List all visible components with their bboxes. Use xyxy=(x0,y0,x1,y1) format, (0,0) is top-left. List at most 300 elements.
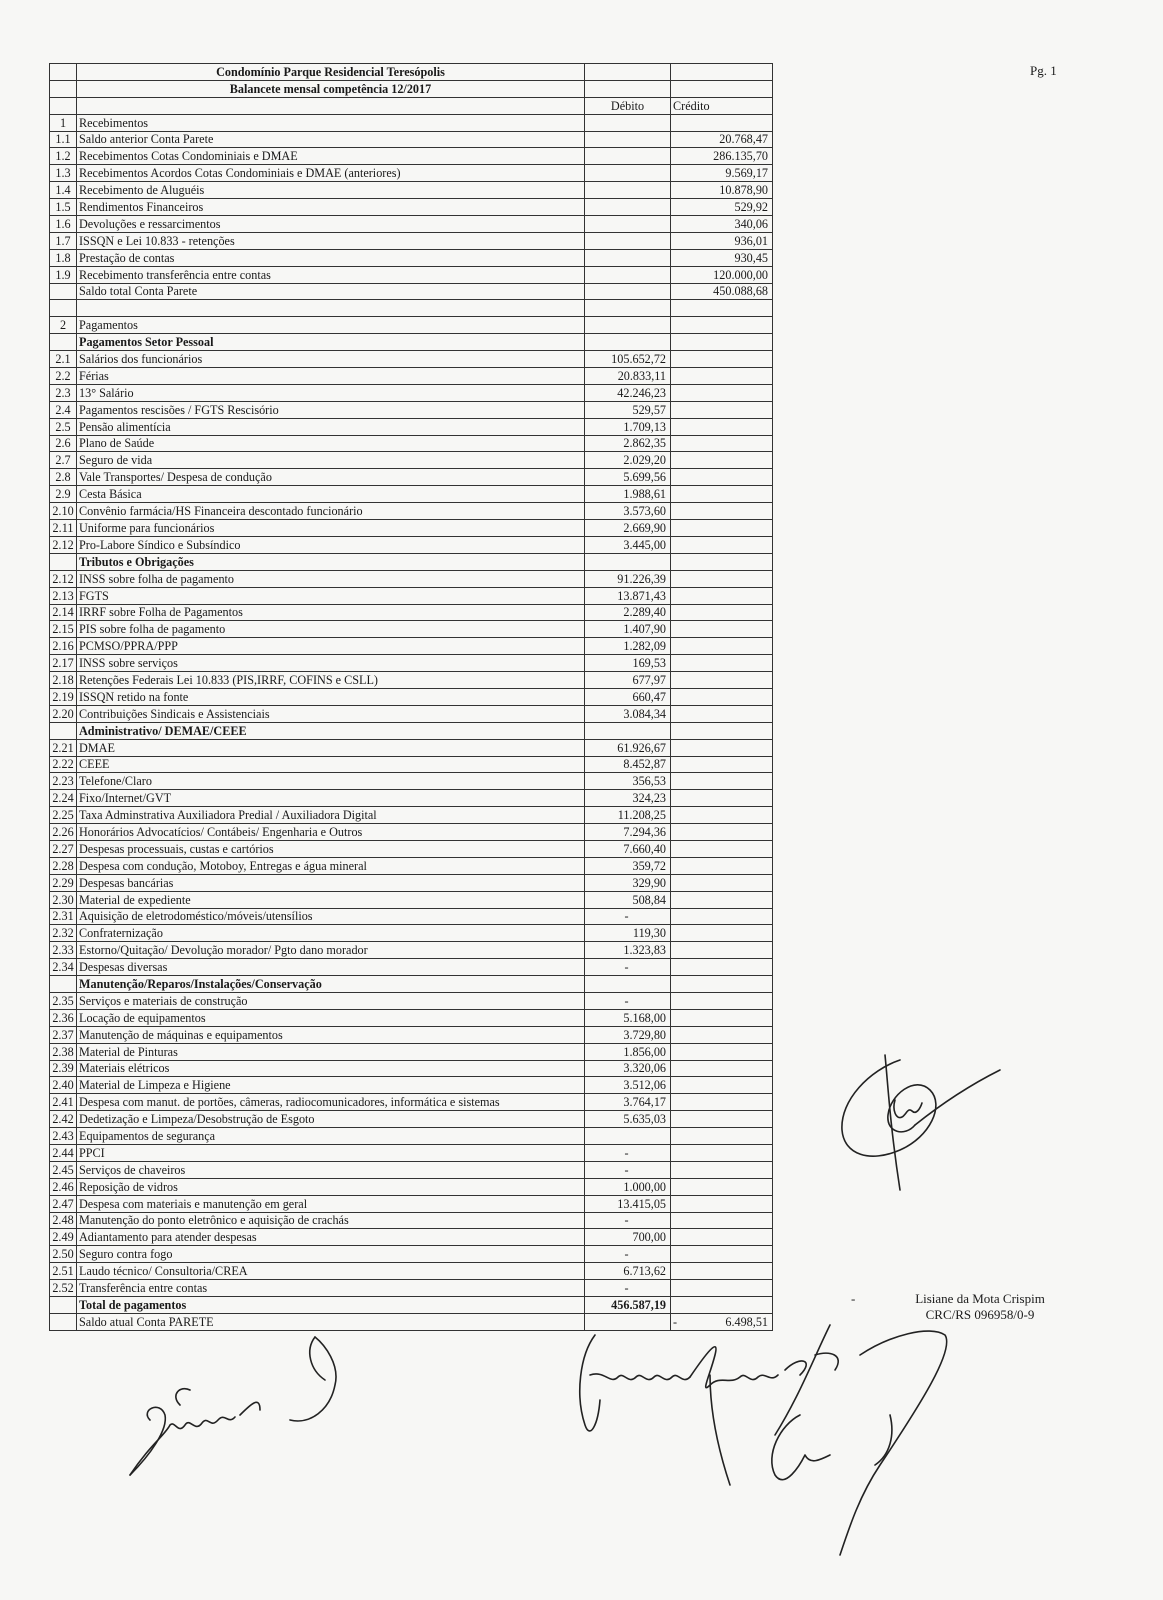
row-number: 1.1 xyxy=(50,131,77,148)
row-number: 2.11 xyxy=(50,520,77,537)
row-description: Serviços de chaveiros xyxy=(77,1161,585,1178)
table-row xyxy=(50,520,773,537)
row-number: 1.3 xyxy=(50,165,77,182)
row-credit xyxy=(671,1161,773,1178)
row-description: Pensão alimentícia xyxy=(77,418,585,435)
row-description: Plano de Saúde xyxy=(77,435,585,452)
table-row xyxy=(50,756,773,773)
row-number xyxy=(50,334,77,351)
row-debit: 5.699,56 xyxy=(585,469,671,486)
row-number: 2.8 xyxy=(50,469,77,486)
table-row xyxy=(50,232,773,249)
table-row xyxy=(50,790,773,807)
row-number: 2.7 xyxy=(50,452,77,469)
row-description: Despesa com manut. de portões, câmeras, radiocomunicadores, informática e sistemas xyxy=(77,1094,585,1111)
table-row xyxy=(50,773,773,790)
row-debit: 456.587,19 xyxy=(585,1297,671,1314)
row-credit xyxy=(671,1077,773,1094)
row-debit: 119,30 xyxy=(585,925,671,942)
row-credit: 20.768,47 xyxy=(671,131,773,148)
row-credit xyxy=(671,553,773,570)
table-row xyxy=(50,368,773,385)
row-debit: 61.926,67 xyxy=(585,739,671,756)
row-description: Saldo atual Conta PARETE xyxy=(77,1313,585,1330)
row-description: INSS sobre serviços xyxy=(77,655,585,672)
row-number: 1.2 xyxy=(50,148,77,165)
row-debit: 1.000,00 xyxy=(585,1178,671,1195)
row-credit xyxy=(671,351,773,368)
row-number: 2.29 xyxy=(50,874,77,891)
row-description: Honorários Advocatícios/ Contábeis/ Engenharia e Outros xyxy=(77,824,585,841)
table-row xyxy=(50,925,773,942)
row-number: 2.5 xyxy=(50,418,77,435)
table-row xyxy=(50,621,773,638)
row-number: 2.32 xyxy=(50,925,77,942)
table-row xyxy=(50,874,773,891)
table-row xyxy=(50,942,773,959)
row-number: 2.38 xyxy=(50,1043,77,1060)
row-credit xyxy=(671,1043,773,1060)
row-debit: 1.709,13 xyxy=(585,418,671,435)
row-description: Devoluções e ressarcimentos xyxy=(77,216,585,233)
row-debit: 6.713,62 xyxy=(585,1263,671,1280)
row-credit: 9.569,17 xyxy=(671,165,773,182)
credit-sign: - xyxy=(673,1314,678,1329)
row-number: 2.31 xyxy=(50,908,77,925)
row-number: 2.1 xyxy=(50,351,77,368)
row-credit xyxy=(671,1195,773,1212)
balance-sheet-table xyxy=(49,63,773,1331)
row-description: Pro-Labore Síndico e Subsíndico xyxy=(77,536,585,553)
row-number: 2.37 xyxy=(50,1026,77,1043)
row-description: Contribuições Sindicais e Assistenciais xyxy=(77,705,585,722)
table-row xyxy=(50,688,773,705)
row-debit xyxy=(585,182,671,199)
table-row xyxy=(50,655,773,672)
table-row xyxy=(50,739,773,756)
row-description: Transferência entre contas xyxy=(77,1280,585,1297)
table-row xyxy=(50,992,773,1009)
row-credit xyxy=(671,874,773,891)
row-credit xyxy=(671,756,773,773)
row-number: 2.47 xyxy=(50,1195,77,1212)
row-debit: 169,53 xyxy=(585,655,671,672)
row-debit: 2.669,90 xyxy=(585,520,671,537)
row-credit: 936,01 xyxy=(671,232,773,249)
row-debit: - xyxy=(585,1246,671,1263)
row-number: 1.6 xyxy=(50,216,77,233)
row-credit xyxy=(671,1229,773,1246)
row-number: 2.49 xyxy=(50,1229,77,1246)
row-description: Manutenção do ponto eletrônico e aquisição de crachás xyxy=(77,1212,585,1229)
row-credit: 120.000,00 xyxy=(671,266,773,283)
row-debit: 11.208,25 xyxy=(585,807,671,824)
row-description: Serviços e materiais de construção xyxy=(77,992,585,1009)
table-row xyxy=(50,908,773,925)
document-title: Condomínio Parque Residencial Teresópolis xyxy=(77,64,585,81)
row-credit xyxy=(671,1145,773,1162)
row-number: 2.36 xyxy=(50,1009,77,1026)
row-credit: 286.135,70 xyxy=(671,148,773,165)
row-credit xyxy=(671,672,773,689)
row-credit xyxy=(671,722,773,739)
row-description: Recebimento de Aluguéis xyxy=(77,182,585,199)
table-row xyxy=(50,131,773,148)
row-number: 2.15 xyxy=(50,621,77,638)
table-row xyxy=(50,1111,773,1128)
row-credit xyxy=(671,435,773,452)
row-credit xyxy=(671,942,773,959)
row-debit: - xyxy=(585,992,671,1009)
row-credit xyxy=(671,520,773,537)
row-debit xyxy=(585,317,671,334)
row-number xyxy=(50,283,77,300)
row-description: Despesas bancárias xyxy=(77,874,585,891)
row-description: Materiais elétricos xyxy=(77,1060,585,1077)
table-row xyxy=(50,165,773,182)
row-number: 2.10 xyxy=(50,503,77,520)
row-number: 2.3 xyxy=(50,384,77,401)
row-description: Recebimentos Cotas Condominiais e DMAE xyxy=(77,148,585,165)
credit-column-header: Crédito xyxy=(671,97,773,114)
debit-column-header: Débito xyxy=(585,97,671,114)
table-row xyxy=(50,1128,773,1145)
table-row xyxy=(50,891,773,908)
row-debit: 7.660,40 xyxy=(585,840,671,857)
row-description: Administrativo/ DEMAE/CEEE xyxy=(77,722,585,739)
row-debit: 3.729,80 xyxy=(585,1026,671,1043)
row-debit: 1.856,00 xyxy=(585,1043,671,1060)
row-debit: 5.168,00 xyxy=(585,1009,671,1026)
row-debit xyxy=(585,722,671,739)
row-credit xyxy=(671,992,773,1009)
row-number: 2.27 xyxy=(50,840,77,857)
row-credit xyxy=(671,1026,773,1043)
row-number: 2.4 xyxy=(50,401,77,418)
row-number: 1.4 xyxy=(50,182,77,199)
row-description: FGTS xyxy=(77,587,585,604)
table-row xyxy=(50,807,773,824)
table-row xyxy=(50,638,773,655)
row-number: 1.9 xyxy=(50,266,77,283)
row-debit: 329,90 xyxy=(585,874,671,891)
row-number: 2.20 xyxy=(50,705,77,722)
table-row xyxy=(50,249,773,266)
row-description: Rendimentos Financeiros xyxy=(77,199,585,216)
row-credit xyxy=(671,959,773,976)
table-row xyxy=(50,1009,773,1026)
accountant-registration: CRC/RS 096958/0-9 xyxy=(925,1307,1035,1322)
row-credit: 529,92 xyxy=(671,199,773,216)
table-row xyxy=(50,722,773,739)
row-number: 1.7 xyxy=(50,232,77,249)
row-description: Pagamentos Setor Pessoal xyxy=(77,334,585,351)
row-number: 2.50 xyxy=(50,1246,77,1263)
row-credit xyxy=(671,705,773,722)
row-description: Tributos e Obrigações xyxy=(77,553,585,570)
row-credit xyxy=(671,334,773,351)
row-number: 2.26 xyxy=(50,824,77,841)
row-credit xyxy=(671,908,773,925)
row-debit: 3.320,06 xyxy=(585,1060,671,1077)
row-credit xyxy=(671,1178,773,1195)
row-number: 2.30 xyxy=(50,891,77,908)
row-description: PIS sobre folha de pagamento xyxy=(77,621,585,638)
row-number: 2.9 xyxy=(50,486,77,503)
row-number xyxy=(50,300,77,317)
table-row xyxy=(50,503,773,520)
table-row xyxy=(50,553,773,570)
table-row xyxy=(50,824,773,841)
accountant-signature xyxy=(830,1045,1005,1195)
row-description: Retenções Federais Lei 10.833 (PIS,IRRF, COFINS e CSLL) xyxy=(77,672,585,689)
row-description: Manutenção/Reparos/Instalações/Conservação xyxy=(77,976,585,993)
row-description: ISSQN retido na fonte xyxy=(77,688,585,705)
row-debit xyxy=(585,199,671,216)
row-description: Seguro de vida xyxy=(77,452,585,469)
row-description: INSS sobre folha de pagamento xyxy=(77,570,585,587)
row-debit: 105.652,72 xyxy=(585,351,671,368)
row-debit: 1.407,90 xyxy=(585,621,671,638)
row-description: Aquisição de eletrodoméstico/móveis/utensílios xyxy=(77,908,585,925)
table-row xyxy=(50,587,773,604)
credit-value: 6.498,51 xyxy=(725,1314,768,1329)
row-credit xyxy=(671,570,773,587)
row-credit xyxy=(671,486,773,503)
table-row xyxy=(50,418,773,435)
row-number: 2.2 xyxy=(50,368,77,385)
table-row xyxy=(50,266,773,283)
row-number: 2.21 xyxy=(50,739,77,756)
table-row xyxy=(50,452,773,469)
row-credit xyxy=(671,925,773,942)
row-credit xyxy=(671,587,773,604)
row-credit xyxy=(671,891,773,908)
row-description: Taxa Adminstrativa Auxiliadora Predial / Auxiliadora Digital xyxy=(77,807,585,824)
row-description: Despesas processuais, custas e cartórios xyxy=(77,840,585,857)
row-debit xyxy=(585,232,671,249)
row-debit xyxy=(585,165,671,182)
row-description: Convênio farmácia/HS Financeira descontado funcionário xyxy=(77,503,585,520)
row-credit xyxy=(671,790,773,807)
row-credit xyxy=(671,857,773,874)
row-debit: - xyxy=(585,1145,671,1162)
row-credit xyxy=(671,300,773,317)
row-number: 2.39 xyxy=(50,1060,77,1077)
row-credit xyxy=(671,1060,773,1077)
table-row xyxy=(50,216,773,233)
row-credit: 10.878,90 xyxy=(671,182,773,199)
row-credit xyxy=(671,401,773,418)
title-row xyxy=(50,64,773,81)
row-description: Seguro contra fogo xyxy=(77,1246,585,1263)
row-number: 2.45 xyxy=(50,1161,77,1178)
row-number xyxy=(50,1313,77,1330)
row-credit: 450.088,68 xyxy=(671,283,773,300)
row-description: Despesas diversas xyxy=(77,959,585,976)
row-number: 2.12 xyxy=(50,570,77,587)
row-number: 2.13 xyxy=(50,587,77,604)
row-credit xyxy=(671,824,773,841)
row-credit xyxy=(671,1246,773,1263)
row-debit xyxy=(585,283,671,300)
row-debit xyxy=(585,148,671,165)
row-number: 2.23 xyxy=(50,773,77,790)
row-debit: 508,84 xyxy=(585,891,671,908)
row-credit xyxy=(671,452,773,469)
row-description: Material de Pinturas xyxy=(77,1043,585,1060)
table-row xyxy=(50,317,773,334)
row-number: 2.35 xyxy=(50,992,77,1009)
row-description: Vale Transportes/ Despesa de condução xyxy=(77,469,585,486)
row-description: Adiantamento para atender despesas xyxy=(77,1229,585,1246)
row-debit xyxy=(585,266,671,283)
row-debit: - xyxy=(585,908,671,925)
table-row xyxy=(50,1229,773,1246)
row-description: Uniforme para funcionários xyxy=(77,520,585,537)
table-row xyxy=(50,672,773,689)
row-credit xyxy=(671,655,773,672)
table-row xyxy=(50,435,773,452)
row-number: 2.51 xyxy=(50,1263,77,1280)
row-description: Cesta Básica xyxy=(77,486,585,503)
row-description: Despesa com materiais e manutenção em geral xyxy=(77,1195,585,1212)
table-row xyxy=(50,1297,773,1314)
row-description: Recebimentos xyxy=(77,114,585,131)
row-debit: 3.573,60 xyxy=(585,503,671,520)
row-number: 2.18 xyxy=(50,672,77,689)
row-credit xyxy=(671,317,773,334)
row-description: Estorno/Quitação/ Devolução morador/ Pgto dano morador xyxy=(77,942,585,959)
row-number: 2.14 xyxy=(50,604,77,621)
table-row xyxy=(50,604,773,621)
row-debit xyxy=(585,553,671,570)
table-row xyxy=(50,570,773,587)
row-description: Reposição de vidros xyxy=(77,1178,585,1195)
row-credit xyxy=(671,1128,773,1145)
row-description: Telefone/Claro xyxy=(77,773,585,790)
row-credit xyxy=(671,469,773,486)
document-subtitle: Balancete mensal competência 12/2017 xyxy=(77,80,585,97)
row-debit xyxy=(585,334,671,351)
row-credit xyxy=(671,536,773,553)
row-description: Equipamentos de segurança xyxy=(77,1128,585,1145)
row-number: 2.6 xyxy=(50,435,77,452)
row-debit xyxy=(585,249,671,266)
row-debit: - xyxy=(585,959,671,976)
row-debit: 91.226,39 xyxy=(585,570,671,587)
row-credit xyxy=(671,1009,773,1026)
row-debit: 13.415,05 xyxy=(585,1195,671,1212)
row-credit xyxy=(671,384,773,401)
row-credit xyxy=(671,976,773,993)
table-row xyxy=(50,1060,773,1077)
table-row xyxy=(50,1178,773,1195)
table-row xyxy=(50,1212,773,1229)
table-row xyxy=(50,469,773,486)
row-number xyxy=(50,1297,77,1314)
row-number: 2.28 xyxy=(50,857,77,874)
row-number: 1 xyxy=(50,114,77,131)
row-debit xyxy=(585,114,671,131)
row-number: 2.41 xyxy=(50,1094,77,1111)
row-number: 1.5 xyxy=(50,199,77,216)
table-row xyxy=(50,148,773,165)
row-debit xyxy=(585,131,671,148)
table-row xyxy=(50,1094,773,1111)
row-description: Despesa com condução, Motoboy, Entregas e água mineral xyxy=(77,857,585,874)
table-row xyxy=(50,976,773,993)
row-credit: 340,06 xyxy=(671,216,773,233)
row-debit: 359,72 xyxy=(585,857,671,874)
row-number: 2.25 xyxy=(50,807,77,824)
table-row xyxy=(50,1145,773,1162)
row-number: 2.19 xyxy=(50,688,77,705)
row-debit: 700,00 xyxy=(585,1229,671,1246)
table-row xyxy=(50,705,773,722)
row-number: 2.22 xyxy=(50,756,77,773)
row-credit xyxy=(671,1094,773,1111)
row-description: Locação de equipamentos xyxy=(77,1009,585,1026)
row-credit xyxy=(671,1111,773,1128)
subtitle-row xyxy=(50,80,773,97)
row-debit: 42.246,23 xyxy=(585,384,671,401)
table-row xyxy=(50,1263,773,1280)
row-credit xyxy=(671,114,773,131)
row-credit xyxy=(671,638,773,655)
row-description: Férias xyxy=(77,368,585,385)
row-debit: 1.282,09 xyxy=(585,638,671,655)
row-credit xyxy=(671,739,773,756)
row-debit: 356,53 xyxy=(585,773,671,790)
row-credit xyxy=(671,604,773,621)
row-description: Pagamentos rescisões / FGTS Rescisório xyxy=(77,401,585,418)
row-description: Prestação de contas xyxy=(77,249,585,266)
row-number: 2.44 xyxy=(50,1145,77,1162)
row-description: Saldo total Conta Parete xyxy=(77,283,585,300)
row-debit: - xyxy=(585,1161,671,1178)
table-row xyxy=(50,486,773,503)
table-row xyxy=(50,536,773,553)
row-number xyxy=(50,722,77,739)
row-number: 2.33 xyxy=(50,942,77,959)
row-number: 2.17 xyxy=(50,655,77,672)
row-description: Confraternização xyxy=(77,925,585,942)
table-row xyxy=(50,283,773,300)
row-description: Recebimento transferência entre contas xyxy=(77,266,585,283)
row-credit xyxy=(671,773,773,790)
row-number xyxy=(50,976,77,993)
table-row xyxy=(50,1077,773,1094)
row-number: 2.34 xyxy=(50,959,77,976)
row-debit: 7.294,36 xyxy=(585,824,671,841)
table-row xyxy=(50,1161,773,1178)
row-debit xyxy=(585,1128,671,1145)
row-debit: 677,97 xyxy=(585,672,671,689)
row-debit: 20.833,11 xyxy=(585,368,671,385)
row-credit xyxy=(671,1297,773,1314)
table-row xyxy=(50,1026,773,1043)
row-description: Recebimentos Acordos Cotas Condominiais e DMAE (anteriores) xyxy=(77,165,585,182)
row-description: Dedetização e Limpeza/Desobstrução de Esgoto xyxy=(77,1111,585,1128)
row-number: 2.42 xyxy=(50,1111,77,1128)
row-debit: 529,57 xyxy=(585,401,671,418)
row-description: Material de Limpeza e Higiene xyxy=(77,1077,585,1094)
row-credit xyxy=(671,418,773,435)
row-number: 2.16 xyxy=(50,638,77,655)
row-debit: - xyxy=(585,1212,671,1229)
table-row xyxy=(50,840,773,857)
